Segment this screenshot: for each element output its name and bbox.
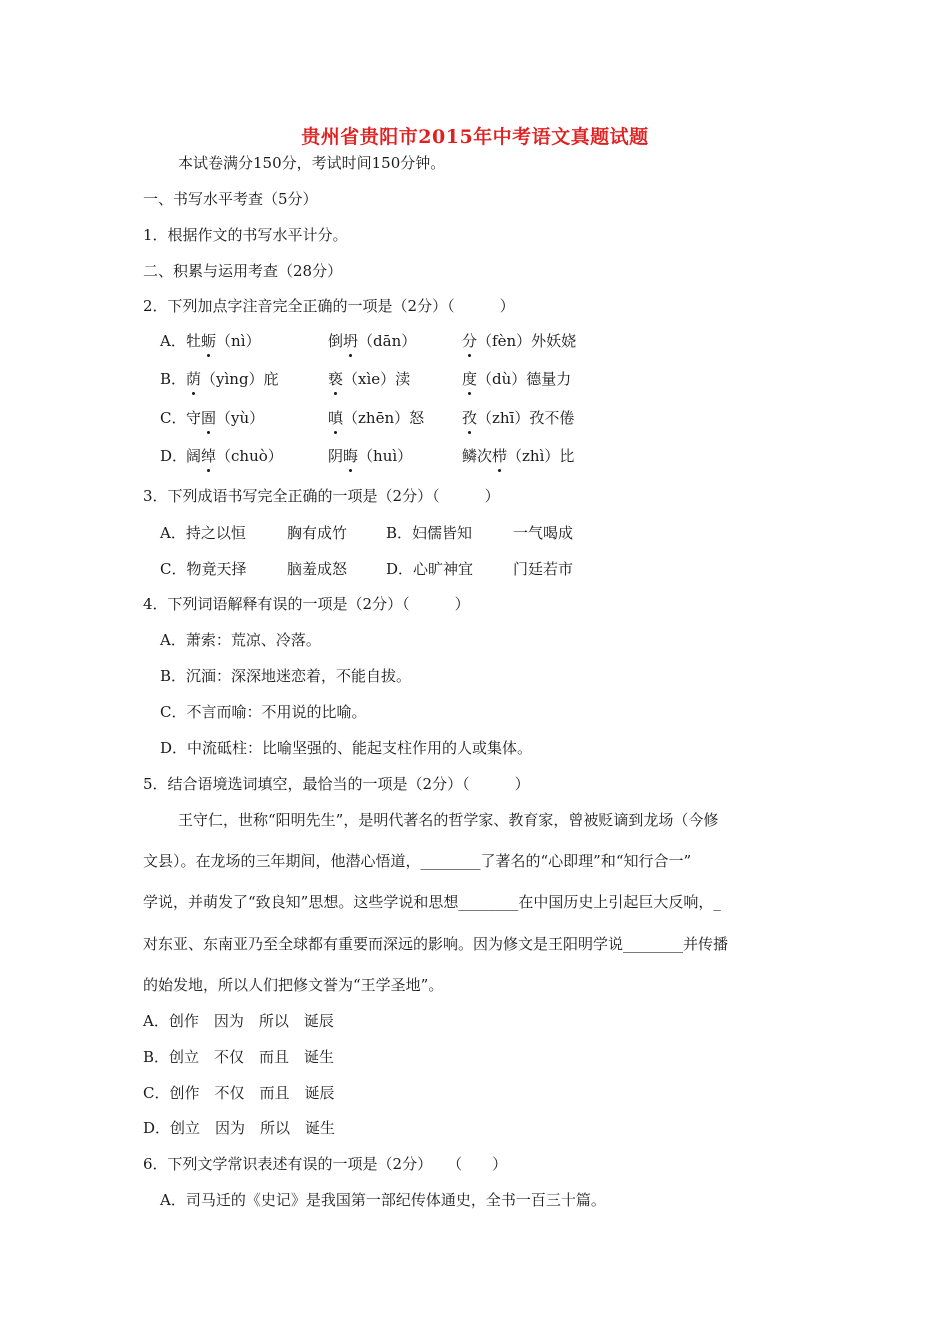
q2-option-c-item-2 (328, 408, 424, 428)
q4-option-b: B．沉湎：深深地迷恋着，不能自拔。 (160, 667, 412, 685)
q5-passage-line-1: 王守仁，世称“阳明先生”，是明代著名的哲学家、教育家，曾被贬谪到龙场（今修 (178, 811, 719, 829)
dotted-char: 荫 (186, 370, 202, 388)
pinyin-text: （nì） (216, 332, 261, 350)
q5-passage-line-5: 的始发地，所以人们把修文誉为“王学圣地”。 (143, 976, 444, 994)
q2-option-c-item-3 (462, 408, 574, 428)
dotted-char: 圄 (201, 409, 217, 427)
q4-option-a: A．萧索：荒凉、冷落。 (160, 631, 321, 649)
pinyin-text: （fèn）外妖娆 (477, 332, 577, 350)
dotted-char: 栉 (492, 447, 508, 465)
page-title: 贵州省贵阳市2015年中考语文真题试题 (301, 126, 649, 148)
q2-option-a-item-1 (186, 331, 261, 351)
pinyin-text: （xìe）渎 (343, 370, 411, 388)
pinyin-text: （zhī）孜不倦 (477, 409, 575, 427)
dotted-char: 蛎 (201, 332, 217, 350)
dotted-char: 亵 (328, 370, 344, 388)
q2-option-d-item-1 (186, 446, 283, 466)
question-4-stem: 4．下列词语解释有误的一项是（2分）（ ） (143, 595, 470, 613)
q2-option-b-item-1 (186, 369, 279, 389)
dotted-char: 坍 (343, 332, 359, 350)
q5-option-c: C．创作 不仅 而且 诞辰 (143, 1084, 335, 1102)
q2-option-a-item-2 (328, 331, 416, 351)
pinyin-text: （zhēn）怒 (343, 409, 425, 427)
q3-option-b-idiom-2: 一气喝成 (513, 524, 574, 542)
text-prefix: 倒 (328, 332, 344, 350)
q2-option-a-label: A． (160, 332, 186, 350)
pinyin-text: （chuò） (216, 447, 283, 465)
section-2-heading: 二、积累与运用考查（28分） (143, 262, 343, 280)
dotted-char: 分 (462, 332, 478, 350)
dotted-char: 嗔 (328, 409, 344, 427)
dotted-char: 晦 (343, 447, 359, 465)
q2-option-b-item-2 (328, 369, 410, 389)
exam-intro: 本试卷满分150分，考试时间150分钟。 (178, 154, 446, 172)
section-1-heading: 一、书写水平考查（5分） (143, 190, 318, 208)
text-prefix: 阴 (328, 447, 344, 465)
pinyin-text: （zhì）比 (507, 447, 575, 465)
q5-passage-line-2: 文县）。在龙场的三年期间，他潜心悟道，________了著名的“心即理”和“知行合一” (143, 852, 692, 870)
q5-option-b: B．创立 不仅 而且 诞生 (143, 1048, 335, 1066)
pinyin-text: （dù）德量力 (477, 370, 572, 388)
q2-option-d-item-2 (328, 446, 412, 466)
q2-option-c-label: C． (160, 409, 187, 427)
q6-option-a: A．司马迁的《史记》是我国第一部纪传体通史，全书一百三十篇。 (160, 1191, 606, 1209)
dotted-char: 孜 (462, 409, 478, 427)
pinyin-text: （huì） (358, 447, 413, 465)
q2-option-b-item-3 (462, 369, 571, 389)
q2-option-b-label: B． (160, 370, 187, 388)
question-5-stem: 5．结合语境选词填空，最恰当的一项是（2分）（ ） (143, 775, 530, 793)
q4-option-d: D．中流砥柱：比喻坚强的、能起支柱作用的人或集体。 (160, 739, 533, 757)
question-6-stem: 6．下列文学常识表述有误的一项是（2分） （ ） (143, 1155, 508, 1173)
question-1: 1．根据作文的书写水平计分。 (143, 226, 348, 244)
q4-option-c: C．不言而喻：不用说的比喻。 (160, 703, 367, 721)
q5-passage-line-4: 对东亚、东南亚乃至全球都有重要而深远的影响。因为修文是王阳明学说________并传播 (143, 935, 729, 953)
q3-option-c: C．物竟天择 (160, 560, 247, 578)
q2-option-c-item-1 (186, 408, 264, 428)
q3-option-a: A．持之以恒 (160, 524, 246, 542)
q3-option-c-idiom-2: 脑羞成怒 (287, 560, 348, 578)
pinyin-text: （dān） (358, 332, 417, 350)
text-prefix: 鳞次 (462, 447, 493, 465)
question-2-stem: 2．下列加点字注音完全正确的一项是（2分）（ ） (143, 297, 515, 315)
pinyin-text: （yìng）庇 (201, 370, 279, 388)
q3-option-a-idiom-2: 胸有成竹 (287, 524, 348, 542)
q3-option-d-idiom-2: 门廷若市 (513, 560, 574, 578)
question-3-stem: 3．下列成语书写完全正确的一项是（2分）（ ） (143, 487, 500, 505)
q3-option-b: B．妇儒皆知 (386, 524, 473, 542)
q5-passage-line-3: 学说，并萌发了“致良知”思想。这些学说和思想________在中国历史上引起巨大反响，_ (143, 893, 721, 911)
pinyin-text: （yù） (216, 409, 265, 427)
text-prefix: 牡 (186, 332, 202, 350)
q3-option-d: D．心旷神宜 (386, 560, 474, 578)
q2-option-a-item-3 (462, 331, 576, 351)
q2-option-d-label: D． (160, 447, 188, 465)
q5-option-d: D．创立 因为 所以 诞生 (143, 1119, 336, 1137)
q2-option-d-item-3 (462, 446, 574, 466)
text-prefix: 守 (186, 409, 202, 427)
dotted-char: 度 (462, 370, 478, 388)
q5-option-a: A．创作 因为 所以 诞辰 (143, 1012, 334, 1030)
text-prefix: 阔 (186, 447, 202, 465)
dotted-char: 绰 (201, 447, 217, 465)
